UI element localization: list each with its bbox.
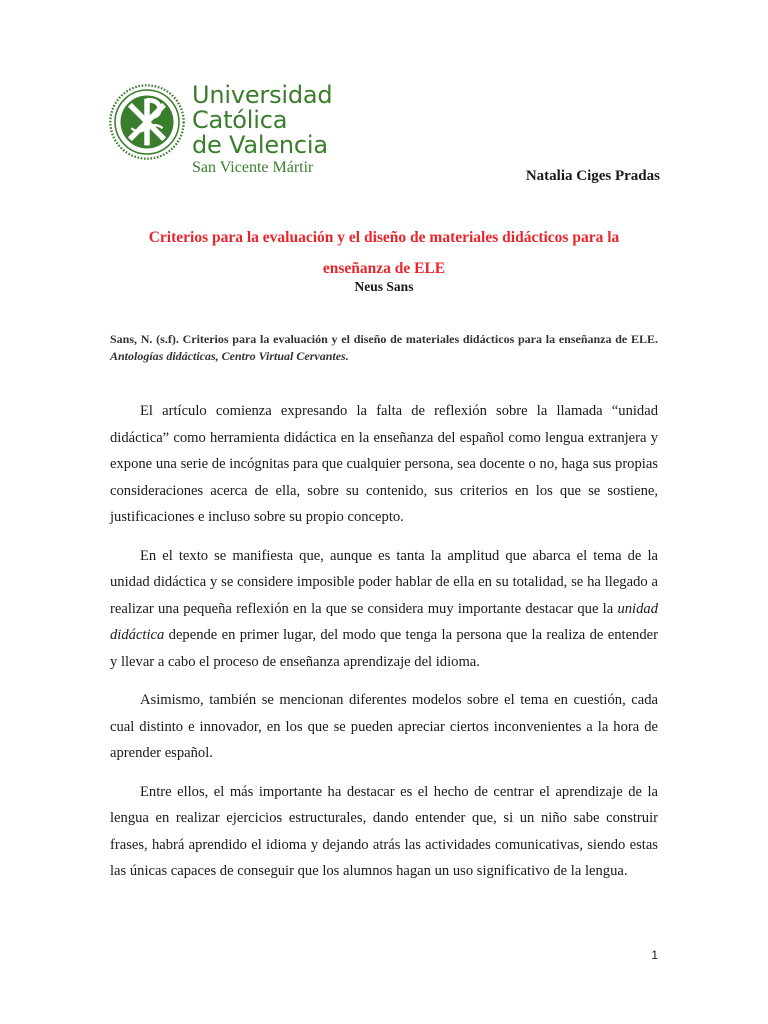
body-paragraph: [110, 779, 658, 885]
paragraph-text: En el texto se manifiesta que, aunque es tanta la amplitud que abarca el tema de la unidad didáctica y se considere imposible poder hablar de ella en su totalidad, se ha llegado a realizar una pequeña reflexión en la que se considera muy importante destacar que la: [110, 547, 658, 617]
body-paragraph: [110, 687, 658, 767]
page-number: 1: [651, 948, 658, 962]
university-name: [192, 83, 332, 177]
body-paragraph: [110, 398, 658, 531]
paragraph-text: El artículo comienza expresando la falta de reflexión sobre la llamada “unidad didáctica” como herramienta didáctica en la enseñanza del español como lengua extranjera y expone una serie de incógnitas para que cualquier persona, sea docente o no, haga sus propias consideraciones acerca de ella, sobre su contenido, sus criterios en los que se sostiene, justificaciones e incluso sobre su propio concepto.: [110, 403, 658, 525]
paragraph-text: Entre ellos, el más importante ha destacar es el hecho de centrar el aprendizaje de la lengua en realizar ejercicios estructurales, dando entender que, si un niño sabe construir frases, habrá aprendido el idioma y dejando atrás las actividades comunicativas, siendo estas las únicas capaces de conseguir que los alumnos hagan un uso significativo de la lengua.: [110, 783, 658, 879]
article-author: Neus Sans: [354, 279, 414, 294]
chi-rho-seal-icon: [108, 83, 186, 161]
logo-line: Católica: [192, 106, 288, 134]
bibliographic-reference: [110, 331, 658, 365]
title-line: enseñanza de ELE: [322, 260, 446, 277]
body-paragraph: [110, 543, 658, 676]
title-line: Criterios para la evaluación y el diseño de materiales didácticos para la: [148, 229, 620, 246]
emphasized-term: unidad didáctica: [110, 600, 658, 643]
document-body: [110, 398, 658, 897]
article-title: [110, 222, 658, 284]
document-author: Natalia Ciges Pradas: [525, 168, 660, 184]
logo-line: Universidad: [192, 81, 333, 109]
paragraph-text: Asimismo, también se mencionan diferentes modelos sobre el tema en cuestión, cada cual distinto e innovador, en los que se pueden apreciar ciertos inconvenientes a la hora de aprender español.: [110, 692, 658, 761]
reference-source: Antologías didácticas, Centro Virtual Cervantes.: [110, 349, 349, 363]
reference-text: Sans, N. (s.f). Criterios para la evaluación y el diseño de materiales didácticos para la enseñanza de ELE.: [110, 332, 658, 346]
university-logo: [108, 83, 348, 178]
logo-subtitle: San Vicente Mártir: [192, 159, 314, 176]
logo-line: de Valencia: [192, 131, 328, 159]
paragraph-text: depende en primer lugar, del modo que tenga la persona que la realiza de entender y llevar a cabo el proceso de enseñanza aprendizaje del idioma.: [110, 627, 658, 670]
